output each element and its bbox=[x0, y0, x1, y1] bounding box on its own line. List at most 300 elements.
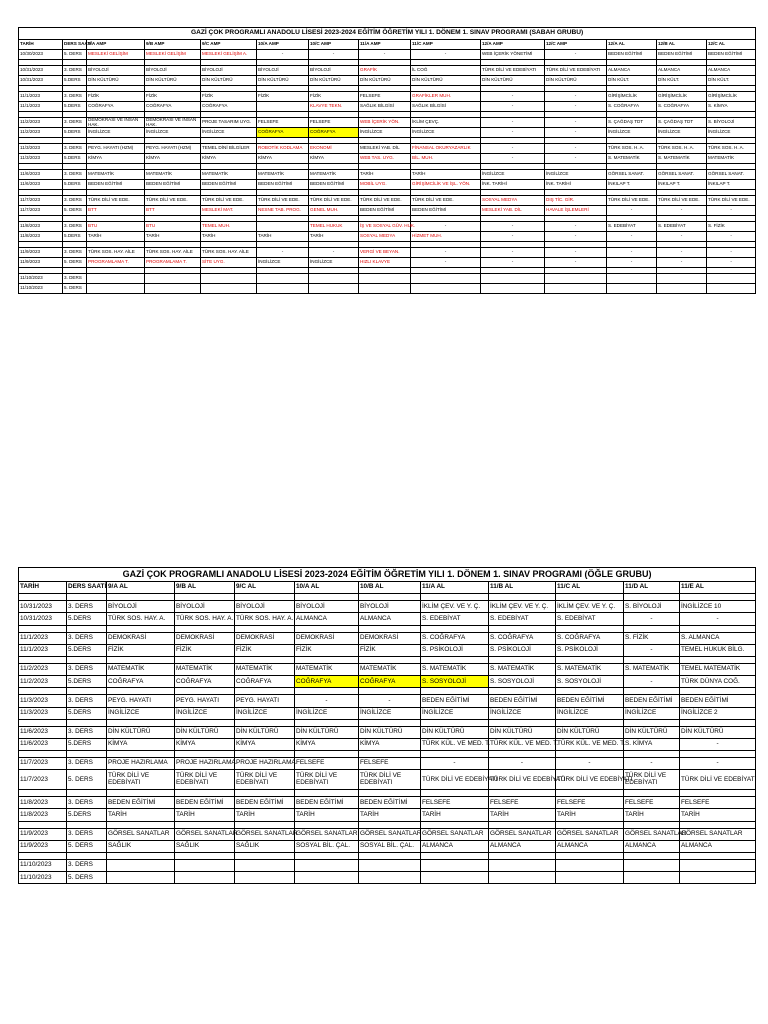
subject-cell: FELSEFE bbox=[359, 92, 411, 102]
empty-cell bbox=[624, 821, 680, 828]
empty-cell bbox=[489, 853, 556, 860]
empty-cell bbox=[67, 656, 107, 663]
subject-cell: BEDEN EĞİTİMİ bbox=[175, 797, 235, 809]
subject-cell: - bbox=[545, 144, 607, 154]
subject-cell: S. EDEBİYAT bbox=[556, 613, 624, 625]
subject-cell: GİRİŞİMCİLİK VE İŞL. YÖN. bbox=[411, 180, 481, 190]
subject-cell: BEDEN EĞİTİMİ bbox=[489, 695, 556, 707]
morning-exam-row bbox=[19, 248, 756, 258]
subject-cell: BEDEN EĞİTİMİ bbox=[309, 180, 359, 190]
subject-cell bbox=[107, 872, 175, 884]
subject-cell: DİN KÜLTÜRÜ bbox=[680, 726, 756, 738]
subject-cell: SOSYAL BİL. ÇAL. bbox=[359, 840, 421, 852]
subject-cell: DİN KÜLTÜRÜ bbox=[295, 726, 359, 738]
subject-cell bbox=[489, 860, 556, 872]
period-cell: 5.DERS bbox=[63, 76, 87, 86]
subject-cell bbox=[235, 860, 295, 872]
empty-cell bbox=[175, 751, 235, 758]
subject-cell: KİMYA bbox=[87, 154, 145, 164]
empty-cell bbox=[489, 821, 556, 828]
empty-cell bbox=[359, 688, 421, 695]
subject-cell: BEDEN EĞİTİMİ bbox=[657, 50, 707, 60]
subject-cell: FİZİK bbox=[257, 92, 309, 102]
subject-cell: WEB TAS. UYG. bbox=[359, 154, 411, 164]
subject-cell: TÜRK SOS. H. A. bbox=[707, 144, 756, 154]
subject-cell bbox=[680, 860, 756, 872]
date-cell: 11/7/2023 bbox=[19, 206, 63, 216]
subject-cell: TARİH bbox=[359, 170, 411, 180]
subject-cell: S. MATEMATİK bbox=[607, 154, 657, 164]
subject-cell: FİZİK bbox=[201, 92, 257, 102]
subject-cell: TÜRK DİLİ VE EDEBİYATI bbox=[556, 770, 624, 790]
subject-cell: S. ÇAĞDAŞ TDT bbox=[607, 118, 657, 128]
subject-cell bbox=[556, 872, 624, 884]
subject-cell: GRAFİKLER MUH. bbox=[411, 92, 481, 102]
subject-cell: FELSEFE bbox=[680, 797, 756, 809]
subject-cell: DEMOKRASİ bbox=[107, 632, 175, 644]
subject-cell: SAĞLIK BİLGİSİ bbox=[411, 102, 481, 112]
date-cell: 10/31/2023 bbox=[19, 66, 63, 76]
subject-cell: MATEMATİK bbox=[87, 170, 145, 180]
subject-cell bbox=[201, 284, 257, 294]
subject-cell bbox=[257, 222, 309, 232]
subject-cell bbox=[411, 284, 481, 294]
subject-cell: TÜRK DİLİ VE EDE. bbox=[87, 196, 145, 206]
empty-cell bbox=[175, 790, 235, 797]
subject-cell: - bbox=[309, 50, 359, 60]
period-cell: 5. DERS bbox=[63, 206, 87, 216]
empty-cell bbox=[556, 821, 624, 828]
subject-cell: DEMOKRASİ bbox=[295, 632, 359, 644]
subject-cell: MATEMATİK bbox=[107, 663, 175, 675]
subject-cell: KİMYA bbox=[309, 154, 359, 164]
subject-cell: NESNE TAB. PROG. bbox=[257, 206, 309, 216]
subject-cell: S. COĞRAFYA bbox=[657, 102, 707, 112]
subject-cell: DİN KÜLTÜRÜ bbox=[411, 76, 481, 86]
subject-cell: DİN KÜLTÜRÜ bbox=[481, 76, 545, 86]
subject-cell bbox=[175, 860, 235, 872]
afternoon-column-header: 9/B AL bbox=[175, 582, 235, 594]
morning-exam-row bbox=[19, 274, 756, 284]
subject-cell: GİRİŞİMCİLİK bbox=[607, 92, 657, 102]
subject-cell: - bbox=[545, 128, 607, 138]
subject-cell: TEMEL MUH. bbox=[201, 222, 257, 232]
empty-cell bbox=[421, 594, 489, 601]
subject-cell bbox=[87, 284, 145, 294]
subject-cell bbox=[257, 274, 309, 284]
period-cell: 3. DERS bbox=[63, 92, 87, 102]
subject-cell: İNGİLİZCE bbox=[145, 128, 201, 138]
subject-cell: ROBOTİK KODLAMA bbox=[257, 144, 309, 154]
subject-cell: PEYG. HAYATI bbox=[107, 695, 175, 707]
subject-cell: BEDEN EĞİTİMİ bbox=[411, 206, 481, 216]
subject-cell: FELSEFE bbox=[421, 797, 489, 809]
subject-cell bbox=[309, 284, 359, 294]
morning-exam-row bbox=[19, 258, 756, 268]
subject-cell: TEMEL DİNİ BİLGİLER bbox=[201, 144, 257, 154]
empty-cell bbox=[19, 625, 67, 632]
subject-cell: TARİH bbox=[145, 232, 201, 242]
subject-cell bbox=[657, 274, 707, 284]
morning-schedule-sheet bbox=[18, 27, 755, 294]
subject-cell: FİZİK bbox=[145, 92, 201, 102]
empty-cell bbox=[295, 821, 359, 828]
subject-cell: S. ALMANCA bbox=[680, 632, 756, 644]
subject-cell: MESLEKİ YAB. DİL bbox=[359, 144, 411, 154]
subject-cell: TARİH bbox=[624, 809, 680, 821]
subject-cell: TARİH bbox=[235, 809, 295, 821]
subject-cell: BİYOLOJİ bbox=[107, 601, 175, 613]
subject-cell bbox=[257, 102, 309, 112]
afternoon-exam-row bbox=[19, 601, 756, 613]
subject-cell: - bbox=[545, 232, 607, 242]
subject-cell: MESLEKİ MAT. bbox=[201, 206, 257, 216]
subject-cell: S. EDEBİYAT bbox=[421, 613, 489, 625]
subject-cell: PROJE HAZIRLAMA bbox=[235, 758, 295, 770]
empty-cell bbox=[421, 656, 489, 663]
morning-exam-row bbox=[19, 50, 756, 60]
subject-cell: BİYOLOJİ bbox=[145, 66, 201, 76]
subject-cell: GÖRSEL SANATLAR bbox=[107, 828, 175, 840]
subject-cell: GÖRSEL SANATLAR bbox=[680, 828, 756, 840]
morning-column-header: 9/B AMP bbox=[145, 40, 201, 50]
empty-cell bbox=[175, 821, 235, 828]
subject-cell: İNGİLİZCE bbox=[545, 170, 607, 180]
subject-cell bbox=[421, 872, 489, 884]
period-cell: 3. DERS bbox=[67, 632, 107, 644]
subject-cell: ALMANCA bbox=[680, 840, 756, 852]
period-cell: 5.DERS bbox=[63, 232, 87, 242]
afternoon-column-header: 10/B AL bbox=[359, 582, 421, 594]
subject-cell: FİZİK bbox=[107, 644, 175, 656]
afternoon-exam-row bbox=[19, 632, 756, 644]
subject-cell: TÜRK DİLİ VE EDE. bbox=[309, 196, 359, 206]
subject-cell: PROJE HAZIRLAMA bbox=[175, 758, 235, 770]
subject-cell bbox=[175, 872, 235, 884]
subject-cell: S. EDEBİYAT bbox=[489, 613, 556, 625]
subject-cell: FİZİK bbox=[235, 644, 295, 656]
subject-cell: TÜRK DİLİ VE EDE. bbox=[359, 196, 411, 206]
subject-cell: - bbox=[545, 118, 607, 128]
subject-cell: ALMANCA bbox=[624, 840, 680, 852]
empty-cell bbox=[624, 853, 680, 860]
subject-cell: TEMEL HUKUK BİLG. bbox=[680, 644, 756, 656]
morning-column-header: 12/A AMP bbox=[481, 40, 545, 50]
subject-cell bbox=[556, 860, 624, 872]
subject-cell: SOSYAL MEDYA bbox=[481, 196, 545, 206]
subject-cell: - bbox=[657, 232, 707, 242]
period-cell: 3. DERS bbox=[63, 118, 87, 128]
morning-exam-row bbox=[19, 180, 756, 190]
subject-cell: İNKILAP T. bbox=[657, 180, 707, 190]
subject-cell: TARİH bbox=[359, 809, 421, 821]
empty-cell bbox=[624, 594, 680, 601]
empty-cell bbox=[67, 790, 107, 797]
empty-cell bbox=[556, 625, 624, 632]
empty-cell bbox=[680, 625, 756, 632]
subject-cell: COĞRAFYA bbox=[107, 676, 175, 688]
empty-cell bbox=[175, 719, 235, 726]
empty-cell bbox=[421, 821, 489, 828]
subject-cell: ALMANCA bbox=[556, 840, 624, 852]
subject-cell: - bbox=[607, 232, 657, 242]
subject-cell bbox=[411, 274, 481, 284]
subject-cell: GÖRSEL SANATLAR bbox=[421, 828, 489, 840]
afternoon-schedule-body bbox=[19, 594, 756, 884]
empty-cell bbox=[67, 688, 107, 695]
subject-cell: EKONOMİ bbox=[309, 144, 359, 154]
date-cell: 11/1/2023 bbox=[19, 644, 67, 656]
subject-cell: - bbox=[481, 102, 545, 112]
subject-cell: BİL. MUH. bbox=[411, 154, 481, 164]
subject-cell: FELSEFE bbox=[359, 758, 421, 770]
empty-cell bbox=[680, 751, 756, 758]
subject-cell: - bbox=[545, 102, 607, 112]
subject-cell: BİYOLOJİ bbox=[359, 601, 421, 613]
subject-cell: TÜRK DİLİ VE EDEBİYATI bbox=[107, 770, 175, 790]
subject-cell: - bbox=[607, 258, 657, 268]
subject-cell: ALMANCA bbox=[421, 840, 489, 852]
subject-cell: KİMYA bbox=[107, 738, 175, 750]
date-cell: 11/2/2023 bbox=[19, 128, 63, 138]
period-cell: 5.DERS bbox=[67, 644, 107, 656]
empty-cell bbox=[359, 790, 421, 797]
subject-cell: DEMOKRASİ VE İNSAN HAK. bbox=[87, 118, 145, 128]
period-cell: 3. DERS bbox=[67, 797, 107, 809]
afternoon-exam-row bbox=[19, 860, 756, 872]
empty-cell bbox=[235, 790, 295, 797]
subject-cell: - bbox=[607, 206, 657, 216]
empty-cell bbox=[359, 751, 421, 758]
afternoon-spacer-row bbox=[19, 853, 756, 860]
subject-cell: FELSEFE bbox=[257, 118, 309, 128]
subject-cell: GÖRSEL SANATLAR bbox=[359, 828, 421, 840]
subject-cell bbox=[481, 274, 545, 284]
subject-cell: - bbox=[481, 118, 545, 128]
subject-cell: S. KİMYA bbox=[707, 102, 756, 112]
subject-cell: COĞRAFYA bbox=[309, 128, 359, 138]
subject-cell: FİZİK bbox=[359, 644, 421, 656]
period-cell: 3. DERS bbox=[67, 828, 107, 840]
period-cell: 5. DERS bbox=[67, 840, 107, 852]
subject-cell bbox=[359, 274, 411, 284]
subject-cell bbox=[359, 860, 421, 872]
subject-cell: COĞRAFYA bbox=[295, 676, 359, 688]
empty-cell bbox=[107, 790, 175, 797]
empty-cell bbox=[19, 790, 67, 797]
subject-cell: S. MATEMATİK bbox=[489, 663, 556, 675]
morning-exam-row bbox=[19, 206, 756, 216]
subject-cell: MATEMATİK bbox=[707, 154, 756, 164]
subject-cell: COĞRAFYA bbox=[201, 102, 257, 112]
subject-cell: TÜRK DİLİ VE EDEBİYATI bbox=[235, 770, 295, 790]
subject-cell: TÜRK DİLİ VE EDEBİYATI bbox=[175, 770, 235, 790]
subject-cell: İNGİLİZCE bbox=[359, 707, 421, 719]
subject-cell bbox=[707, 274, 756, 284]
subject-cell: HAVALE İŞLEMLERİ bbox=[545, 206, 607, 216]
morning-exam-row bbox=[19, 66, 756, 76]
subject-cell: PEYG. HAYATI (HZM) bbox=[87, 144, 145, 154]
empty-cell bbox=[175, 853, 235, 860]
date-cell: 11/3/2023 bbox=[19, 695, 67, 707]
subject-cell: KİMYA bbox=[257, 154, 309, 164]
morning-exam-row bbox=[19, 76, 756, 86]
subject-cell: İKLİM ÇEV. VE Y. Ç. bbox=[421, 601, 489, 613]
date-cell: 11/8/2023 bbox=[19, 232, 63, 242]
morning-header-row bbox=[19, 40, 756, 50]
subject-cell: TÜRK KÜL. VE MED. T. bbox=[421, 738, 489, 750]
subject-cell: TÜRK SOS. HAY. AİLE bbox=[87, 248, 145, 258]
date-cell: 11/7/2023 bbox=[19, 770, 67, 790]
morning-column-header: DERS SAATİ bbox=[63, 40, 87, 50]
period-cell: 3. DERS bbox=[63, 274, 87, 284]
subject-cell: BEDEN EĞİTİMİ bbox=[680, 695, 756, 707]
subject-cell: HİZMET MUH. bbox=[411, 232, 481, 242]
subject-cell: - bbox=[411, 50, 481, 60]
subject-cell bbox=[607, 284, 657, 294]
subject-cell bbox=[145, 274, 201, 284]
afternoon-exam-row bbox=[19, 758, 756, 770]
subject-cell: KLAVYE TEKN. bbox=[309, 102, 359, 112]
subject-cell: İNGİLİZCE bbox=[607, 128, 657, 138]
subject-cell: - bbox=[481, 258, 545, 268]
subject-cell: TÜRK DİLİ VE EDEBİYATI bbox=[295, 770, 359, 790]
subject-cell: S. EDEBİYAT bbox=[657, 222, 707, 232]
subject-cell: TÜRK DİLİ VE EDEBİYATI bbox=[489, 770, 556, 790]
subject-cell: BEDEN EĞİTİMİ bbox=[295, 797, 359, 809]
afternoon-column-header: DERS SAATİ bbox=[67, 582, 107, 594]
subject-cell: İNKILAP T. bbox=[607, 180, 657, 190]
subject-cell: TARİH bbox=[556, 809, 624, 821]
subject-cell bbox=[295, 872, 359, 884]
subject-cell: DİN KÜLTÜRÜ bbox=[309, 76, 359, 86]
subject-cell: PEYG. HAYATI (HZM) bbox=[145, 144, 201, 154]
subject-cell: BEDEN EĞİTİMİ bbox=[707, 50, 756, 60]
subject-cell: TÜRK DİLİ VE EDE. bbox=[257, 196, 309, 206]
date-cell: 11/10/2023 bbox=[19, 274, 63, 284]
period-cell: 5.DERS bbox=[63, 128, 87, 138]
morning-exam-row bbox=[19, 154, 756, 164]
empty-cell bbox=[295, 751, 359, 758]
subject-cell: TÜRK DİLİ VE EDE. bbox=[607, 196, 657, 206]
subject-cell: PROGRAMLAMA T. bbox=[87, 258, 145, 268]
period-cell: 3. DERS bbox=[63, 248, 87, 258]
subject-cell: - bbox=[657, 206, 707, 216]
subject-cell: MATEMATİK bbox=[309, 170, 359, 180]
subject-cell: FİZİK bbox=[87, 92, 145, 102]
empty-cell bbox=[19, 853, 67, 860]
morning-column-header: 12/C AMP bbox=[545, 40, 607, 50]
subject-cell: TÜRK DİLİ VE EDEBİYATI bbox=[545, 66, 607, 76]
empty-cell bbox=[295, 656, 359, 663]
subject-cell: İNGİLİZCE bbox=[107, 707, 175, 719]
subject-cell: - bbox=[556, 758, 624, 770]
subject-cell bbox=[545, 284, 607, 294]
afternoon-spacer-row bbox=[19, 719, 756, 726]
subject-cell: S. COĞRAFYA bbox=[489, 632, 556, 644]
period-cell: 3. DERS bbox=[63, 196, 87, 206]
subject-cell: GİRİŞİMCİLİK bbox=[707, 92, 756, 102]
subject-cell: MATEMATİK bbox=[235, 663, 295, 675]
morning-column-header: 10/C AMP bbox=[309, 40, 359, 50]
period-cell: 5. DERS bbox=[63, 284, 87, 294]
subject-cell: DİN KÜLTÜRÜ bbox=[257, 76, 309, 86]
afternoon-spacer-row bbox=[19, 594, 756, 601]
date-cell: 11/2/2023 bbox=[19, 118, 63, 128]
subject-cell: S. BİYOLOJİ bbox=[624, 601, 680, 613]
date-cell: 11/6/2023 bbox=[19, 738, 67, 750]
subject-cell: FELSEFE bbox=[295, 758, 359, 770]
empty-cell bbox=[421, 790, 489, 797]
subject-cell: - bbox=[624, 676, 680, 688]
subject-cell: İNGİLİZCE bbox=[87, 128, 145, 138]
subject-cell: DEMOKRASİ bbox=[175, 632, 235, 644]
empty-cell bbox=[359, 625, 421, 632]
subject-cell bbox=[489, 872, 556, 884]
subject-cell: S. MATEMATİK bbox=[624, 663, 680, 675]
period-cell: 5. DERS bbox=[67, 872, 107, 884]
subject-cell bbox=[421, 860, 489, 872]
afternoon-schedule-sheet bbox=[18, 567, 755, 884]
empty-cell bbox=[680, 821, 756, 828]
subject-cell: BİYOLOJİ bbox=[235, 601, 295, 613]
subject-cell: BİYOLOJİ bbox=[295, 601, 359, 613]
afternoon-column-header: 11/C AL bbox=[556, 582, 624, 594]
subject-cell: TÜRK SOS. HAY. A. bbox=[175, 613, 235, 625]
subject-cell: GİRİŞİMCİLİK bbox=[657, 92, 707, 102]
morning-column-header: 12/C AL bbox=[707, 40, 756, 50]
afternoon-exam-row bbox=[19, 676, 756, 688]
subject-cell: - bbox=[545, 154, 607, 164]
subject-cell: HIZLI KLAVYE bbox=[359, 258, 411, 268]
subject-cell: BEDEN EĞİTİMİ bbox=[359, 797, 421, 809]
date-cell: 11/1/2023 bbox=[19, 92, 63, 102]
empty-cell bbox=[556, 719, 624, 726]
subject-cell: - bbox=[481, 248, 545, 258]
date-cell: 11/9/2023 bbox=[19, 248, 63, 258]
subject-cell: TARİH bbox=[309, 232, 359, 242]
afternoon-column-header: 11/B AL bbox=[489, 582, 556, 594]
subject-cell: S. COĞRAFYA bbox=[607, 102, 657, 112]
subject-cell: - bbox=[707, 248, 756, 258]
subject-cell: - bbox=[624, 644, 680, 656]
empty-cell bbox=[359, 656, 421, 663]
afternoon-exam-row bbox=[19, 828, 756, 840]
subject-cell: - bbox=[657, 258, 707, 268]
subject-cell: SAĞLIK BİLGİSİ bbox=[359, 102, 411, 112]
empty-cell bbox=[67, 625, 107, 632]
empty-cell bbox=[295, 719, 359, 726]
date-cell: 10/30/2023 bbox=[19, 50, 63, 60]
subject-cell: SAĞLIK bbox=[107, 840, 175, 852]
afternoon-column-header: 10/A AL bbox=[295, 582, 359, 594]
empty-cell bbox=[175, 625, 235, 632]
subject-cell: S. EDEBİYAT bbox=[607, 222, 657, 232]
subject-cell: DİN KÜLT. bbox=[607, 76, 657, 86]
subject-cell: - bbox=[680, 613, 756, 625]
subject-cell: COĞRAFYA bbox=[175, 676, 235, 688]
period-cell: 5.DERS bbox=[67, 809, 107, 821]
subject-cell: TÜRK DİLİ VE EDEBİYATI bbox=[421, 770, 489, 790]
period-cell: 3. DERS bbox=[63, 170, 87, 180]
date-cell: 11/10/2023 bbox=[19, 284, 63, 294]
subject-cell: - bbox=[481, 128, 545, 138]
morning-exam-row bbox=[19, 284, 756, 294]
empty-cell bbox=[67, 751, 107, 758]
subject-cell: İNGİLİZCE 10 bbox=[680, 601, 756, 613]
morning-exam-row bbox=[19, 92, 756, 102]
subject-cell: PROGRAMLAMA T. bbox=[145, 258, 201, 268]
